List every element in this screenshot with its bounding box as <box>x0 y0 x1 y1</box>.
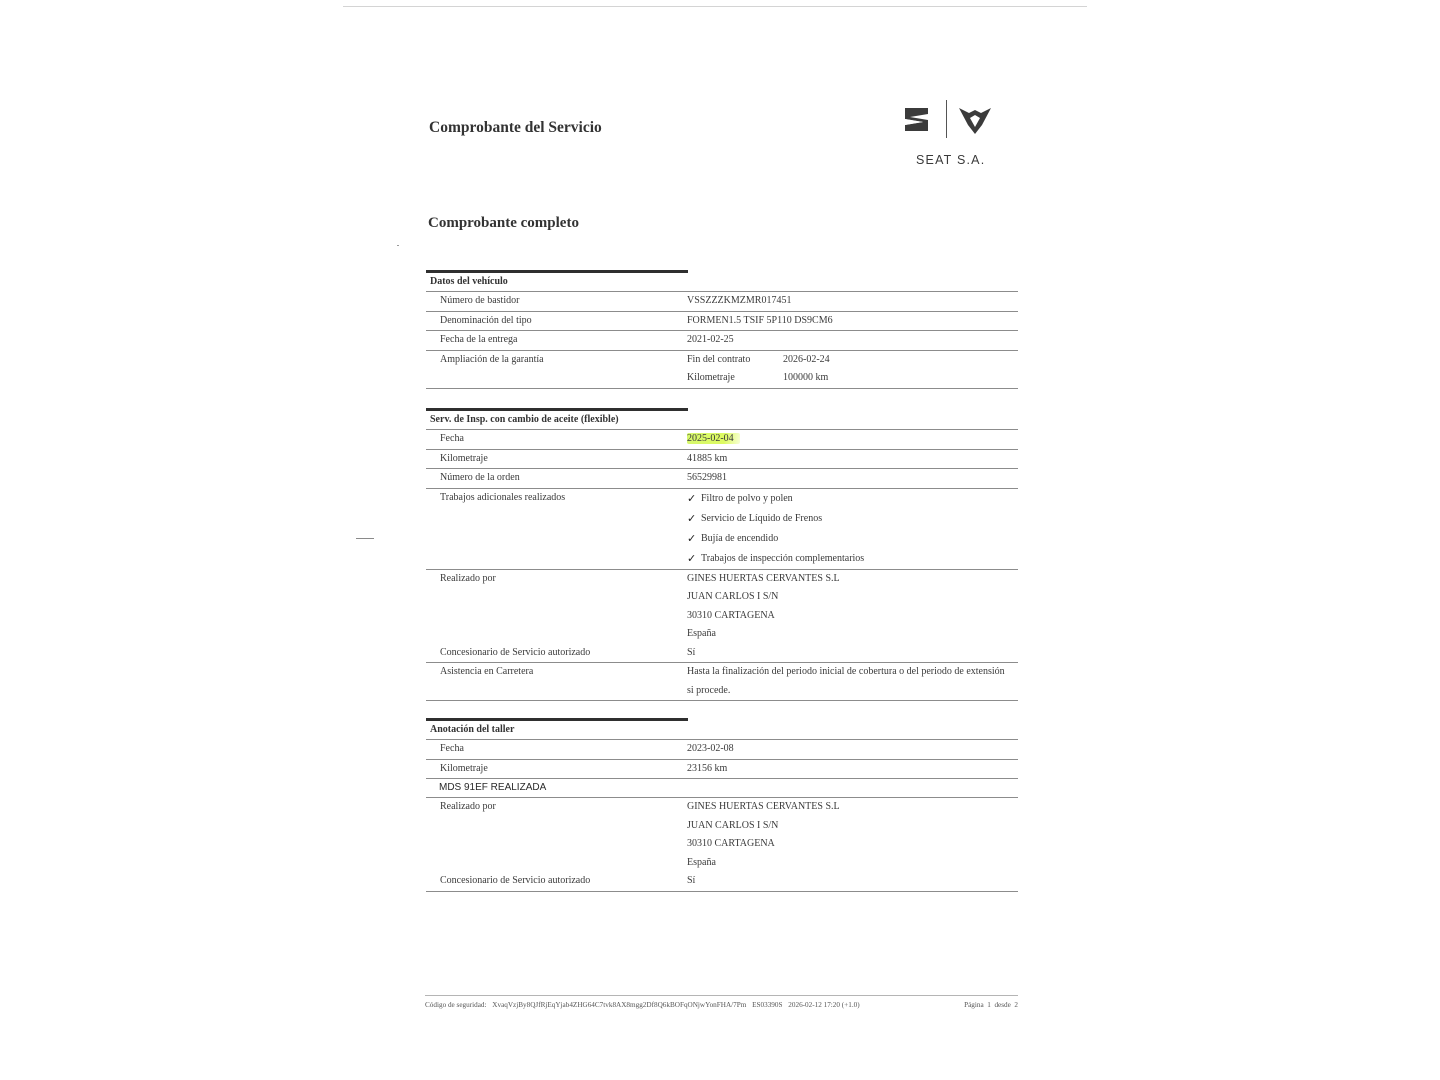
vehicle-data-section <box>426 270 1018 389</box>
row-label: Fecha <box>440 433 464 444</box>
seat-logo-icon <box>903 107 930 132</box>
workshop-section <box>426 718 1018 892</box>
checkmark-icon: ✓ <box>687 531 697 545</box>
list-item <box>687 529 1018 549</box>
sub-label: Kilometraje <box>687 372 735 383</box>
table-row <box>426 430 1018 450</box>
delivery-date-value: 2021-02-25 <box>687 334 734 345</box>
work-item-label: Bujía de encendido <box>701 532 779 544</box>
roadside-text: si procede. <box>687 684 731 696</box>
warranty-km-value: 100000 km <box>783 372 829 383</box>
work-item-label: Trabajos de inspección complementarios <box>701 552 865 564</box>
row-label: Concesionario de Servicio autorizado <box>440 646 591 658</box>
table-row <box>426 760 1018 780</box>
highlighted-date: 2025-02-04 <box>687 433 740 444</box>
table-row <box>426 351 1018 389</box>
section-heading: Anotación del taller <box>426 721 1018 740</box>
performed-by-address <box>687 798 1018 872</box>
dealer-country: España <box>687 856 716 868</box>
km-value: 23156 km <box>687 762 728 774</box>
work-list <box>687 489 1018 569</box>
page-current: 1 <box>987 1001 991 1009</box>
row-label: Número de bastidor <box>440 295 520 306</box>
contract-end-value: 2026-02-24 <box>783 353 830 365</box>
row-label: Fecha <box>440 743 464 754</box>
table-row <box>426 489 1018 570</box>
document-subtitle: Comprobante completo <box>428 215 579 231</box>
type-value: FORMEN1.5 TSIF 5P110 DS9CM6 <box>687 314 833 326</box>
date-cell <box>687 430 1018 449</box>
row-label: Fecha de la entrega <box>440 334 518 345</box>
print-timestamp: 2026-02-12 17:20 (+1.0) <box>788 1001 860 1009</box>
row-label: Realizado por <box>440 801 496 812</box>
table-row <box>426 469 1018 489</box>
dealer-city: 30310 CARTAGENA <box>687 838 775 849</box>
company-name: SEAT S.A. <box>916 153 986 167</box>
table-row <box>426 798 1018 872</box>
checkmark-icon: ✓ <box>687 491 697 505</box>
row-label: Ampliación de la garantía <box>440 353 544 365</box>
date-value: 2023-02-08 <box>687 743 734 754</box>
table-row <box>426 740 1018 760</box>
logo-divider <box>946 100 947 138</box>
row-label: Concesionario de Servicio autorizado <box>440 875 591 886</box>
brand-logo-block <box>900 100 1000 170</box>
page-top-edge <box>343 6 1087 7</box>
checkmark-icon: ✓ <box>687 551 697 565</box>
table-row <box>426 312 1018 332</box>
dealer-name: GINES HUERTAS CERVANTES S.L <box>687 801 840 812</box>
dealer-city: 30310 CARTAGENA <box>687 609 775 621</box>
workshop-note: MDS 91EF REALIZADA <box>426 779 1018 798</box>
document-title: Comprobante del Servicio <box>429 119 602 136</box>
dealer-street: JUAN CARLOS I S/N <box>687 591 779 602</box>
authorized-value: Sí <box>687 875 696 886</box>
table-row <box>426 331 1018 351</box>
dealer-code: ES03390S <box>752 1001 783 1009</box>
inspection-section <box>426 408 1018 701</box>
table-row <box>426 872 1018 892</box>
cupra-logo-icon <box>958 107 992 135</box>
row-label: Número de la orden <box>440 472 520 483</box>
order-number-value: 56529981 <box>687 472 727 483</box>
checkmark-icon: ✓ <box>687 511 697 525</box>
security-label: Código de seguridad: <box>425 1001 487 1009</box>
sub-label: Fin del contrato <box>687 353 751 365</box>
dealer-name: GINES HUERTAS CERVANTES S.L <box>687 572 840 584</box>
page-total: 2 <box>1014 1001 1018 1009</box>
list-item <box>687 549 1018 569</box>
dealer-street: JUAN CARLOS I S/N <box>687 819 779 831</box>
row-label: Trabajos adicionales realizados <box>440 491 566 503</box>
scan-mark <box>397 245 399 246</box>
footer-left <box>425 1001 864 1009</box>
list-item <box>687 489 1018 509</box>
performed-by-address <box>687 570 1018 644</box>
authorized-value: Sí <box>687 646 696 658</box>
roadside-text: Hasta la finalización del periodo inicial de cobertura o del periodo de extensión <box>687 666 1005 677</box>
list-item <box>687 509 1018 529</box>
page-label: Página <box>964 1001 984 1009</box>
roadside-value <box>687 663 1018 700</box>
table-row <box>426 570 1018 644</box>
security-code: XvaqVzjBy8QJfRjEqYjab4ZHG64C7tvk8AX8mgg2Df8Q6kBOFqONjwYonFHA/7Pm <box>492 1001 747 1009</box>
page-sep: desde <box>994 1001 1011 1009</box>
table-row <box>426 292 1018 312</box>
table-row <box>426 644 1018 664</box>
punch-mark <box>356 538 374 539</box>
dealer-country: España <box>687 628 716 639</box>
work-item-label: Servicio de Líquido de Frenos <box>701 512 823 524</box>
row-label: Kilometraje <box>440 452 488 464</box>
section-heading: Datos del vehículo <box>426 273 1018 292</box>
row-label: Denominación del tipo <box>440 314 532 326</box>
table-row <box>426 450 1018 470</box>
warranty-values <box>687 351 1018 388</box>
row-label: Realizado por <box>440 572 496 584</box>
row-label: Asistencia en Carretera <box>440 666 534 677</box>
table-row <box>426 663 1018 701</box>
page-footer <box>425 995 1018 1009</box>
km-value: 41885 km <box>687 452 728 464</box>
page-indicator <box>964 1001 1018 1009</box>
work-item-label: Filtro de polvo y polen <box>701 492 793 504</box>
row-label: Kilometraje <box>440 762 488 774</box>
vin-value: VSSZZZKMZMR017451 <box>687 295 792 306</box>
section-heading: Serv. de Insp. con cambio de aceite (flexible) <box>426 411 1018 430</box>
